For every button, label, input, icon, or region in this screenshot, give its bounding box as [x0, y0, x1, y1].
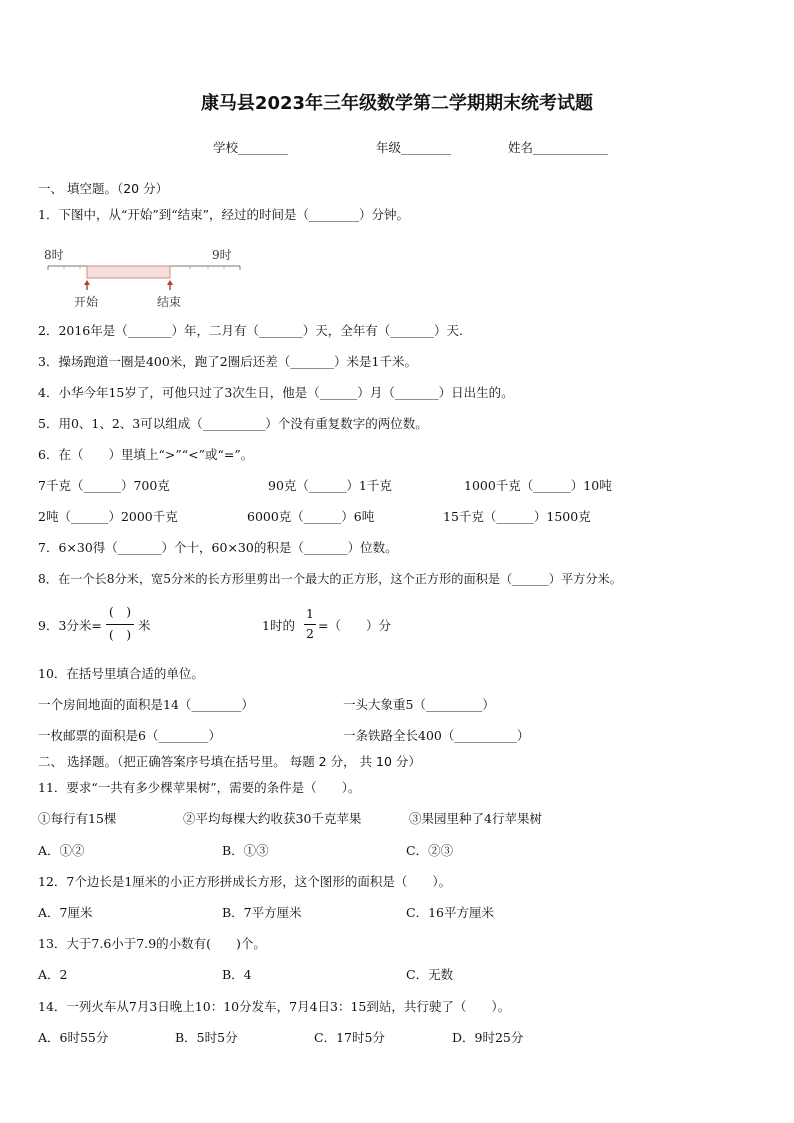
- q10-item-1: 一个房间地面的面积是14（________）: [38, 697, 254, 712]
- question-11: 11．要求“一共有多少棵苹果树”，需要的条件是（ ）。: [38, 780, 361, 795]
- elapsed-segment: [87, 266, 170, 278]
- question-14: 14．一列火车从7月3日晚上10：10分发车，7月4日3：15到站，共行驶了（ ）。: [38, 999, 511, 1014]
- q14-option-d: D．9时25分: [452, 1030, 524, 1045]
- school-field: 学校________: [213, 140, 289, 155]
- q11-condition-2: ②平均每棵大约收获30千克苹果: [183, 811, 362, 826]
- q9-half-numerator: 1: [306, 606, 314, 621]
- grade-field: 年级________: [376, 140, 452, 155]
- question-9-prefix: 9．3分米=: [38, 618, 102, 633]
- q14-option-a: A．6时55分: [38, 1030, 109, 1045]
- q6-item-4: 2吨（______）2000千克: [38, 509, 178, 524]
- q9-unit: 米: [138, 618, 151, 633]
- q9-fraction-bar: [106, 624, 134, 625]
- q9-second-suffix: =（ ）分: [318, 618, 391, 633]
- q6-item-6: 15千克（______）1500克: [443, 509, 591, 524]
- question-10: 10．在括号里填合适的单位。: [38, 666, 204, 681]
- q14-option-b: B．5时5分: [175, 1030, 238, 1045]
- section-2-heading: 二、 选择题。（把正确答案序号填在括号里。 每题 2 分， 共 10 分）: [38, 754, 421, 769]
- q6-item-5: 6000克（______）6吨: [247, 509, 375, 524]
- q10-item-4: 一条铁路全长400（__________）: [343, 728, 530, 743]
- question-7: 7．6×30得（_______）个十，60×30的积是（_______）位数。: [38, 540, 398, 555]
- question-1: 1．下图中，从“开始”到“结束”，经过的时间是（________）分钟。: [38, 207, 410, 222]
- q10-item-3: 一枚邮票的面积是6（________）: [38, 728, 221, 743]
- q6-item-3: 1000千克（______）10吨: [464, 478, 612, 493]
- q9-second-prefix: 1时的: [262, 618, 295, 633]
- label-end: 结束: [157, 295, 182, 309]
- q11-option-a: A．①②: [38, 843, 85, 858]
- q9-denominator: ( ): [108, 627, 132, 642]
- q12-option-b: B．7平方厘米: [222, 905, 302, 920]
- q12-option-a: A．7厘米: [38, 905, 93, 920]
- time-diagram: [40, 244, 250, 310]
- q12-option-c: C．16平方厘米: [406, 905, 494, 920]
- q9-half-denominator: 2: [306, 626, 314, 641]
- question-5: 5．用0、1、2、3可以组成（__________）个没有重复数字的两位数。: [38, 416, 428, 431]
- question-3: 3．操场跑道一圈是400米，跑了2圈后还差（_______）米是1千米。: [38, 354, 417, 369]
- q6-item-2: 90克（______）1千克: [268, 478, 392, 493]
- q6-item-1: 7千克（______）700克: [38, 478, 170, 493]
- question-6: 6．在（ ）里填上“>”“<”或“=”。: [38, 447, 254, 462]
- question-12: 12．7个边长是1厘米的小正方形拼成长方形，这个图形的面积是（ ）。: [38, 874, 452, 889]
- q13-option-a: A．2: [38, 967, 68, 982]
- question-8: 8．在一个长8分米，宽5分米的长方形里剪出一个最大的正方形，这个正方形的面积是（______）平方分米。: [38, 572, 622, 586]
- q13-option-b: B．4: [222, 967, 252, 982]
- name-field: 姓名____________: [508, 140, 609, 155]
- question-2: 2．2016年是（_______）年，二月有（_______）天，全年有（_______）天.: [38, 323, 463, 338]
- q14-option-c: C．17时5分: [314, 1030, 385, 1045]
- section-1-heading: 一、 填空题。（20 分）: [38, 181, 169, 196]
- q11-option-c: C．②③: [406, 843, 454, 858]
- q11-condition-3: ③果园里种了4行苹果树: [409, 811, 542, 826]
- q9-numerator: ( ): [108, 604, 132, 619]
- question-13: 13．大于7.6小于7.9的小数有( )个。: [38, 936, 266, 951]
- label-8-hour: 8时: [44, 248, 64, 262]
- q10-item-2: 一头大象重5（_________）: [343, 697, 495, 712]
- question-4: 4．小华今年15岁了，可他只过了3次生日，他是（______）月（_______）日出生的。: [38, 385, 514, 400]
- q11-option-b: B．①③: [222, 843, 269, 858]
- q13-option-c: C．无数: [406, 967, 454, 982]
- label-9-hour: 9时: [212, 248, 232, 262]
- label-start: 开始: [74, 295, 99, 309]
- q9-half-fraction-bar: [304, 624, 316, 625]
- page-title: 康马县2023年三年级数学第二学期期末统考试题: [200, 93, 594, 114]
- q11-condition-1: ①每行有15棵: [38, 811, 117, 826]
